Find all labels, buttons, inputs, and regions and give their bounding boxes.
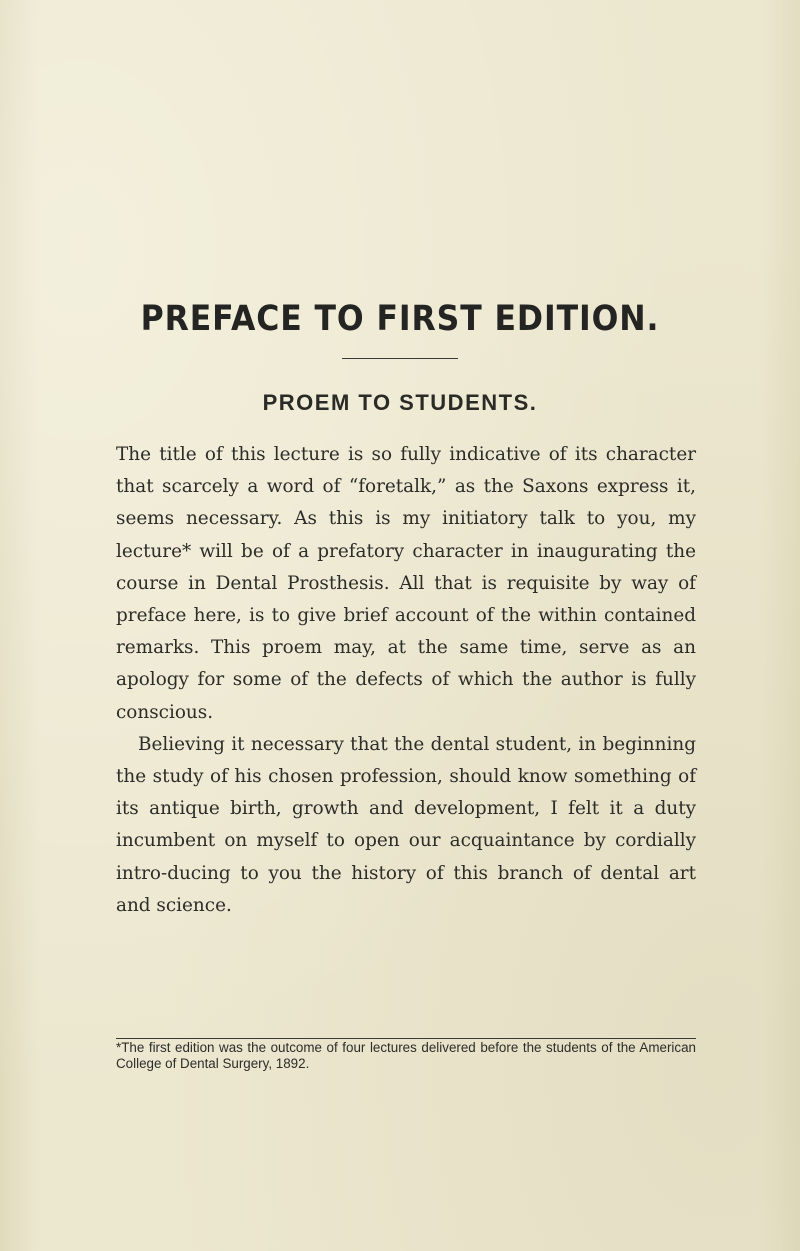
preface-title: PREFACE TO FIRST EDITION. (140, 299, 660, 339)
footnote: *The first edition was the outcome of four lectures delivered before the students of the American College of Dental Surgery, 1892. (116, 1040, 696, 1071)
paragraph-1: The title of this lecture is so fully indicative of its character that scarcely a word of “foretalk,” as the Saxons express it, seems necessary. As this is my initiatory talk to you, my lecture* will be of a prefatory character in inaugurating the course in Dental Prosthesis. All that is requisite by way of preface here, is to give brief account of the within contained remarks. This proem may, at the same time, serve as an apology for some of the defects of which the author is fully conscious. (116, 444, 696, 723)
body-text (116, 439, 696, 922)
proem-heading: PROEM TO STUDENTS. (262, 390, 538, 415)
title-divider (342, 358, 458, 359)
paragraph-2: Believing it necessary that the dental student, in beginning the study of his chosen profession, should know something of its antique birth, growth and development, I felt it a duty incumbent on myself to open our acquaintance by cordially intro-ducing to you the history of this branch of dental art and science. (116, 733, 696, 916)
footnote-divider (116, 1038, 696, 1039)
